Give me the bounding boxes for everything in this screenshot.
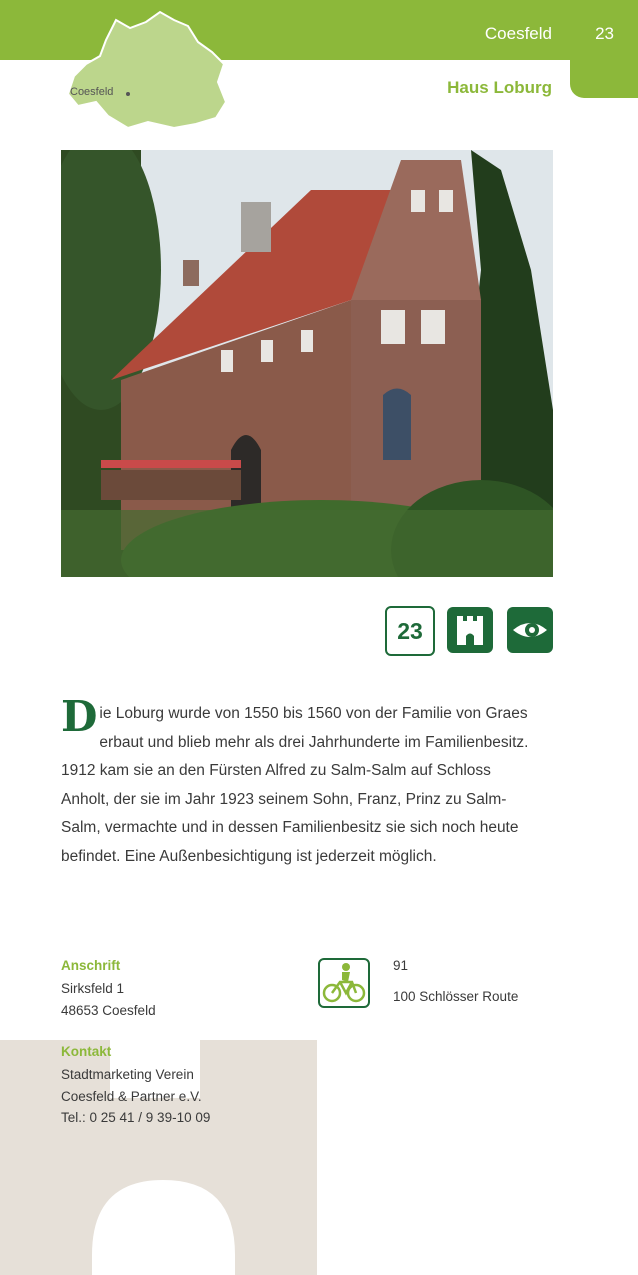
castle-icon	[447, 607, 493, 653]
district-map-icon	[56, 6, 232, 130]
address-line: Sirksfeld 1	[61, 981, 125, 996]
contact-line: Stadtmarketing Verein	[61, 1067, 194, 1082]
contact-line: Tel.: 0 25 41 / 9 39-10 09	[61, 1110, 211, 1125]
route-name: 100 Schlösser Route	[393, 989, 519, 1004]
map-label: Coesfeld	[70, 86, 114, 98]
contact-label: Kontakt	[61, 1044, 112, 1059]
bicycle-icon	[318, 958, 370, 1008]
page-number: 23	[595, 24, 614, 43]
address-label: Anschrift	[61, 958, 121, 973]
page-title: Haus Loburg	[447, 78, 552, 97]
route-number: 91	[393, 958, 409, 973]
description-text: ie Loburg wurde von 1550 bis 1560 von der Familie von Graes erbaut und blieb mehr als drei Jahrhunderte im Familienbesitz. 1912 kam sie an den Fürsten Alfred zu Salm-Salm auf Schloss Anholt, der sie im Jahr 1923 seinem Sohn, Franz, Prinz zu Salm-Salm, vermachte und in dessen Familienbesitz sie sich noch heute befindet. Eine Außenbesichtigung ist jederzeit möglich.	[61, 705, 529, 865]
castle-photo	[61, 150, 553, 577]
contact-line: Coesfeld & Partner e.V.	[61, 1088, 202, 1104]
header-region: Coesfeld	[484, 24, 552, 43]
dropcap: D	[61, 692, 98, 741]
header-notch	[570, 60, 638, 98]
address-block	[61, 978, 156, 1021]
route-number-badge: 23	[385, 606, 435, 656]
description-paragraph	[61, 692, 541, 871]
eye-icon	[507, 607, 553, 653]
address-line: 48653 Coesfeld	[61, 1002, 156, 1018]
contact-block	[61, 1064, 210, 1129]
